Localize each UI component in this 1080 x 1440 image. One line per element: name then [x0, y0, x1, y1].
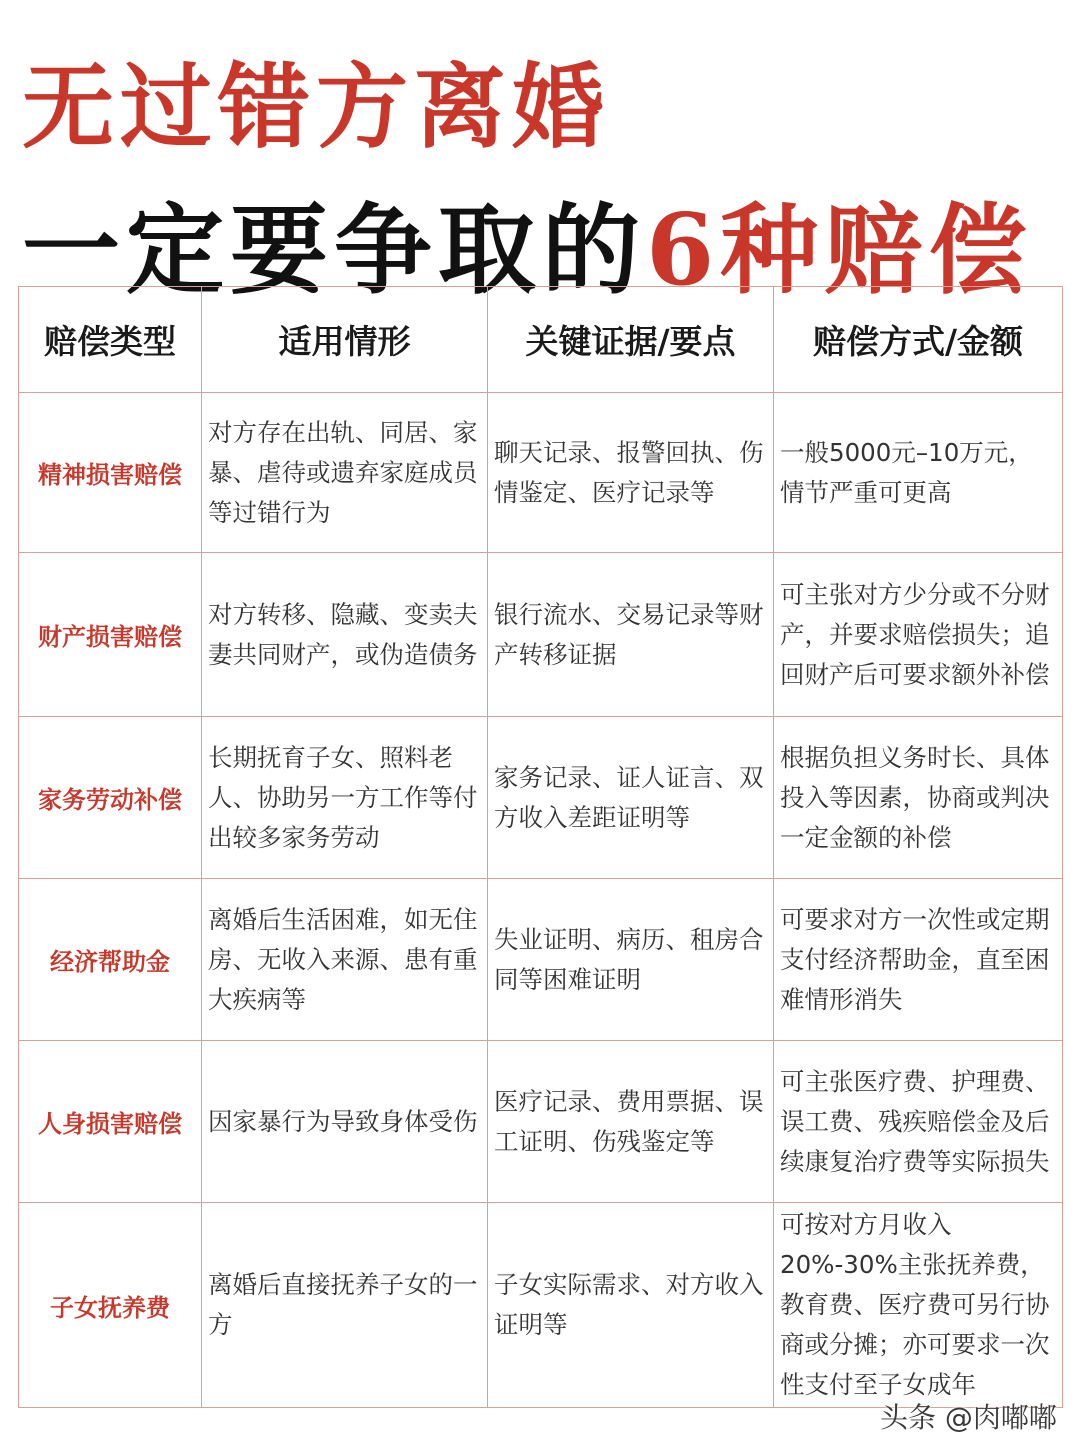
row-evidence: 医疗记录、费用票据、误工证明、伤残鉴定等	[488, 1041, 774, 1203]
header-situation: 适用情形	[202, 287, 488, 393]
row-compensation: 可主张医疗费、护理费、误工费、残疾赔偿金及后续康复治疗费等实际损失	[774, 1041, 1063, 1203]
table-row	[19, 1203, 1063, 1408]
row-type: 家务劳动补偿	[19, 717, 202, 879]
row-compensation: 根据负担义务时长、具体投入等因素，协商或判决一定金额的补偿	[774, 717, 1063, 879]
row-situation: 因家暴行为导致身体受伤	[202, 1041, 488, 1203]
title-line-2-prefix: 一定要争取的	[22, 193, 647, 308]
row-compensation: 可主张对方少分或不分财产，并要求赔偿损失；追回财产后可要求额外补偿	[774, 553, 1063, 717]
table-row	[19, 393, 1063, 553]
row-situation: 长期抚育子女、照料老人、协助另一方工作等付出较多家务劳动	[202, 717, 488, 879]
row-situation: 对方转移、隐藏、变卖夫妻共同财产，或伪造债务	[202, 553, 488, 717]
header-compensation: 赔偿方式/金额	[774, 287, 1063, 393]
row-type: 财产损害赔偿	[19, 553, 202, 717]
row-evidence: 家务记录、证人证言、双方收入差距证明等	[488, 717, 774, 879]
row-compensation: 可要求对方一次性或定期支付经济帮助金，直至困难情形消失	[774, 879, 1063, 1041]
row-type: 精神损害赔偿	[19, 393, 202, 553]
title-line-2-accent: 6种赔偿	[646, 193, 1033, 308]
header-type: 赔偿类型	[19, 287, 202, 393]
row-situation: 对方存在出轨、同居、家暴、虐待或遗弃家庭成员等过错行为	[202, 393, 488, 553]
row-situation: 离婚后生活困难，如无住房、无收入来源、患有重大疾病等	[202, 879, 488, 1041]
watermark-label: 头条 @肉嘟嘟	[880, 1401, 1057, 1434]
table-row	[19, 1041, 1063, 1203]
table-row	[19, 553, 1063, 717]
table-row	[19, 717, 1063, 879]
row-situation: 离婚后直接抚养子女的一方	[202, 1203, 488, 1408]
row-evidence: 银行流水、交易记录等财产转移证据	[488, 553, 774, 717]
row-evidence: 聊天记录、报警回执、伤情鉴定、医疗记录等	[488, 393, 774, 553]
table-row	[19, 879, 1063, 1041]
row-compensation: 可按对方月收入20%-30%主张抚养费，教育费、医疗费可另行协商或分摊；亦可要求一次性支付至子女成年	[774, 1203, 1063, 1408]
table-header-row	[19, 287, 1063, 393]
row-compensation: 一般5000元–10万元，情节严重可更高	[774, 393, 1063, 553]
row-evidence: 子女实际需求、对方收入证明等	[488, 1203, 774, 1408]
title-line-1: 无过错方离婚	[22, 53, 611, 161]
row-type: 子女抚养费	[19, 1203, 202, 1408]
row-type: 经济帮助金	[19, 879, 202, 1041]
row-evidence: 失业证明、病历、租房合同等困难证明	[488, 879, 774, 1041]
row-type: 人身损害赔偿	[19, 1041, 202, 1203]
header-evidence: 关键证据/要点	[488, 287, 774, 393]
compensation-table	[18, 286, 1063, 1408]
